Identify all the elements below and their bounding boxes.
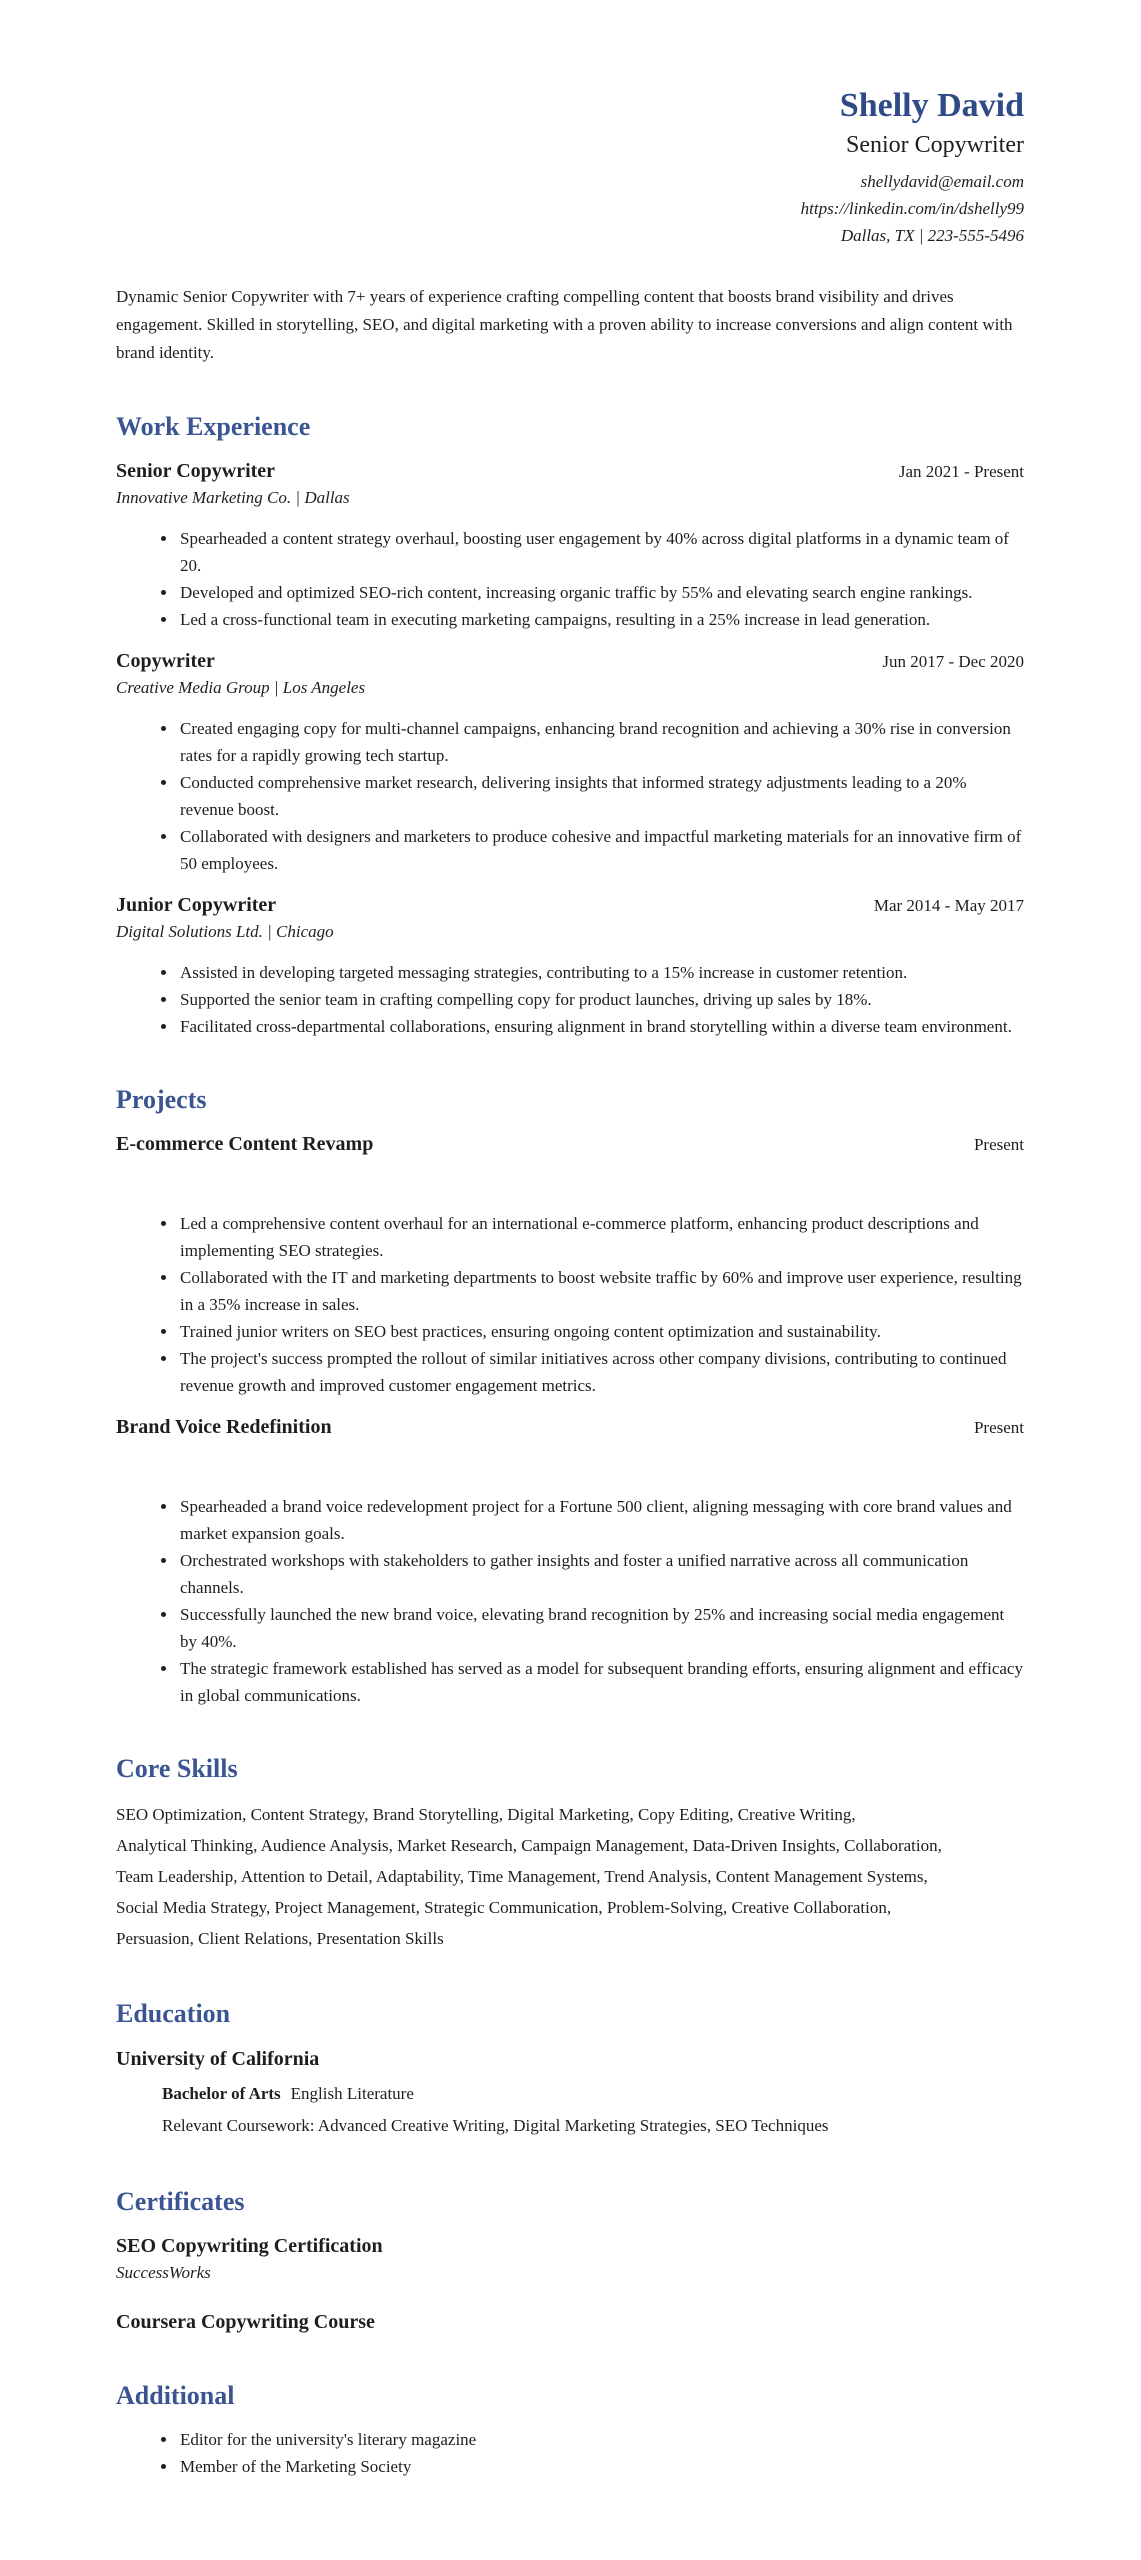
- list-item: • Orchestrated workshops with stakeholders to gather insights and foster a unified narrative across all communication channels.: [178, 1547, 1024, 1601]
- section-title-certificates: Certificates: [116, 2187, 245, 2216]
- job-dates: Jan 2021 - Present: [898, 462, 1024, 481]
- professional-summary: Dynamic Senior Copywriter with 7+ years of experience crafting compelling content that boosts brand visibility and drives engagement. Skilled in storytelling, SEO, and digital marketing with a proven ability to increase conversions and align content with brand identity.: [116, 287, 1013, 362]
- job-dates: Mar 2014 - May 2017: [873, 896, 1024, 915]
- project-date: Present: [973, 1135, 1024, 1154]
- degree-major: English Literature: [290, 2084, 414, 2103]
- certificate-title: Coursera Copywriting Course: [116, 2311, 375, 2333]
- project-entry: [116, 1413, 1024, 1709]
- candidate-name: Shelly David: [839, 87, 1024, 124]
- skills-line: Social Media Strategy, Project Management, Strategic Communication, Problem-Solving, Creative Collaboration,: [116, 1898, 892, 1917]
- degree-name: Bachelor of Arts: [162, 2084, 281, 2103]
- certificate-issuer: SuccessWorks: [116, 2263, 211, 2282]
- job-bullets: [116, 525, 1024, 633]
- project-entry: [116, 1130, 1024, 1399]
- job-title: Copywriter: [116, 650, 215, 672]
- job-dates: Jun 2017 - Dec 2020: [882, 652, 1024, 671]
- job-title: Senior Copywriter: [116, 460, 276, 482]
- skills-line: Persuasion, Client Relations, Presentation Skills: [116, 1929, 444, 1948]
- list-item: • Spearheaded a brand voice redevelopment project for a Fortune 500 client, aligning messaging with core brand values and market expansion goals.: [178, 1493, 1024, 1547]
- list-item: • Collaborated with the IT and marketing departments to boost website traffic by 60% and improve user experience, resulting in a 35% increase in sales.: [178, 1264, 1024, 1318]
- project-date: Present: [973, 1418, 1024, 1437]
- certificate-entry: [116, 2232, 1024, 2286]
- section-title-work: Work Experience: [116, 412, 311, 441]
- list-item: • Successfully launched the new brand voice, elevating brand recognition by 25% and increasing social media engagement by 40%.: [178, 1601, 1024, 1655]
- contact-linkedin: https://linkedin.com/in/dshelly99: [800, 199, 1024, 218]
- additional-list: [116, 2426, 1024, 2480]
- work-entry: [116, 457, 1024, 633]
- job-bullets: [116, 715, 1024, 877]
- skills-line: SEO Optimization, Content Strategy, Brand Storytelling, Digital Marketing, Copy Editing, Creative Writing,: [116, 1805, 856, 1824]
- list-item: • Spearheaded a content strategy overhaul, boosting user engagement by 40% across digital platforms in a dynamic team of 20.: [178, 525, 1024, 579]
- certificate-title: SEO Copywriting Certification: [116, 2235, 383, 2257]
- list-item: • Member of the Marketing Society: [178, 2453, 1024, 2480]
- work-entry: [116, 891, 1024, 1040]
- degree-line: [116, 2078, 1024, 2110]
- job-title: Junior Copywriter: [116, 894, 277, 916]
- job-bullets: [116, 959, 1024, 1040]
- list-item: • Created engaging copy for multi-channel campaigns, enhancing brand recognition and achieving a 30% rise in conversion rates for a rapidly growing tech startup.: [178, 715, 1024, 769]
- list-item: • The strategic framework established has served as a model for subsequent branding efforts, ensuring alignment and efficacy in global communications.: [178, 1655, 1024, 1709]
- section-title-projects: Projects: [116, 1085, 207, 1114]
- job-company: Creative Media Group | Los Angeles: [116, 678, 366, 697]
- list-item: • The project's success prompted the rollout of similar initiatives across other company divisions, contributing to continued revenue growth and improved customer engagement metrics.: [178, 1345, 1024, 1399]
- contact-location-phone: Dallas, TX | 223-555-5496: [840, 226, 1024, 245]
- list-item: • Led a cross-functional team in executing marketing campaigns, resulting in a 25% increase in lead generation.: [178, 606, 1024, 633]
- resume-header: [116, 0, 1024, 249]
- candidate-title: Senior Copywriter: [846, 132, 1024, 158]
- list-item: • Collaborated with designers and marketers to produce cohesive and impactful marketing materials for an innovative firm of 50 employees.: [178, 823, 1024, 877]
- job-company: Innovative Marketing Co. | Dallas: [116, 488, 350, 507]
- skills-line: Analytical Thinking, Audience Analysis, Market Research, Campaign Management, Data-Driven Insights, Collaboration,: [116, 1836, 942, 1855]
- certificate-entry: [116, 2308, 1024, 2336]
- list-item: • Editor for the university's literary magazine: [178, 2426, 1024, 2453]
- project-bullets: [116, 1210, 1024, 1399]
- list-item: • Supported the senior team in crafting compelling copy for product launches, driving up sales by 18%.: [178, 986, 1024, 1013]
- project-bullets: [116, 1493, 1024, 1709]
- list-item: • Developed and optimized SEO-rich content, increasing organic traffic by 55% and elevating search engine rankings.: [178, 579, 1024, 606]
- list-item: • Assisted in developing targeted messaging strategies, contributing to a 15% increase in customer retention.: [178, 959, 1024, 986]
- school-name: University of California: [116, 2048, 320, 2070]
- skills-line: Team Leadership, Attention to Detail, Adaptability, Time Management, Trend Analysis, Content Management Systems,: [116, 1867, 928, 1886]
- list-item: • Trained junior writers on SEO best practices, ensuring ongoing content optimization and sustainability.: [178, 1318, 1024, 1345]
- work-entry: [116, 647, 1024, 877]
- project-title: Brand Voice Redefinition: [116, 1416, 332, 1438]
- coursework: Relevant Coursework: Advanced Creative Writing, Digital Marketing Strategies, SEO Techniques: [162, 2116, 829, 2135]
- section-title-education: Education: [116, 1999, 231, 2028]
- list-item: • Facilitated cross-departmental collaborations, ensuring alignment in brand storytelling within a diverse team environment.: [178, 1013, 1024, 1040]
- list-item: • Conducted comprehensive market research, delivering insights that informed strategy adjustments leading to a 20% revenue boost.: [178, 769, 1024, 823]
- project-title: E-commerce Content Revamp: [116, 1133, 374, 1155]
- resume-page: [116, 0, 1024, 2480]
- contact-email: shellydavid@email.com: [860, 172, 1024, 191]
- section-title-additional: Additional: [116, 2381, 235, 2410]
- job-company: Digital Solutions Ltd. | Chicago: [116, 922, 334, 941]
- education-entry: [116, 2044, 1024, 2142]
- list-item: • Led a comprehensive content overhaul for an international e-commerce platform, enhancing product descriptions and implementing SEO strategies.: [178, 1210, 1024, 1264]
- skills-list: [116, 1799, 1024, 1954]
- section-title-skills: Core Skills: [116, 1754, 238, 1783]
